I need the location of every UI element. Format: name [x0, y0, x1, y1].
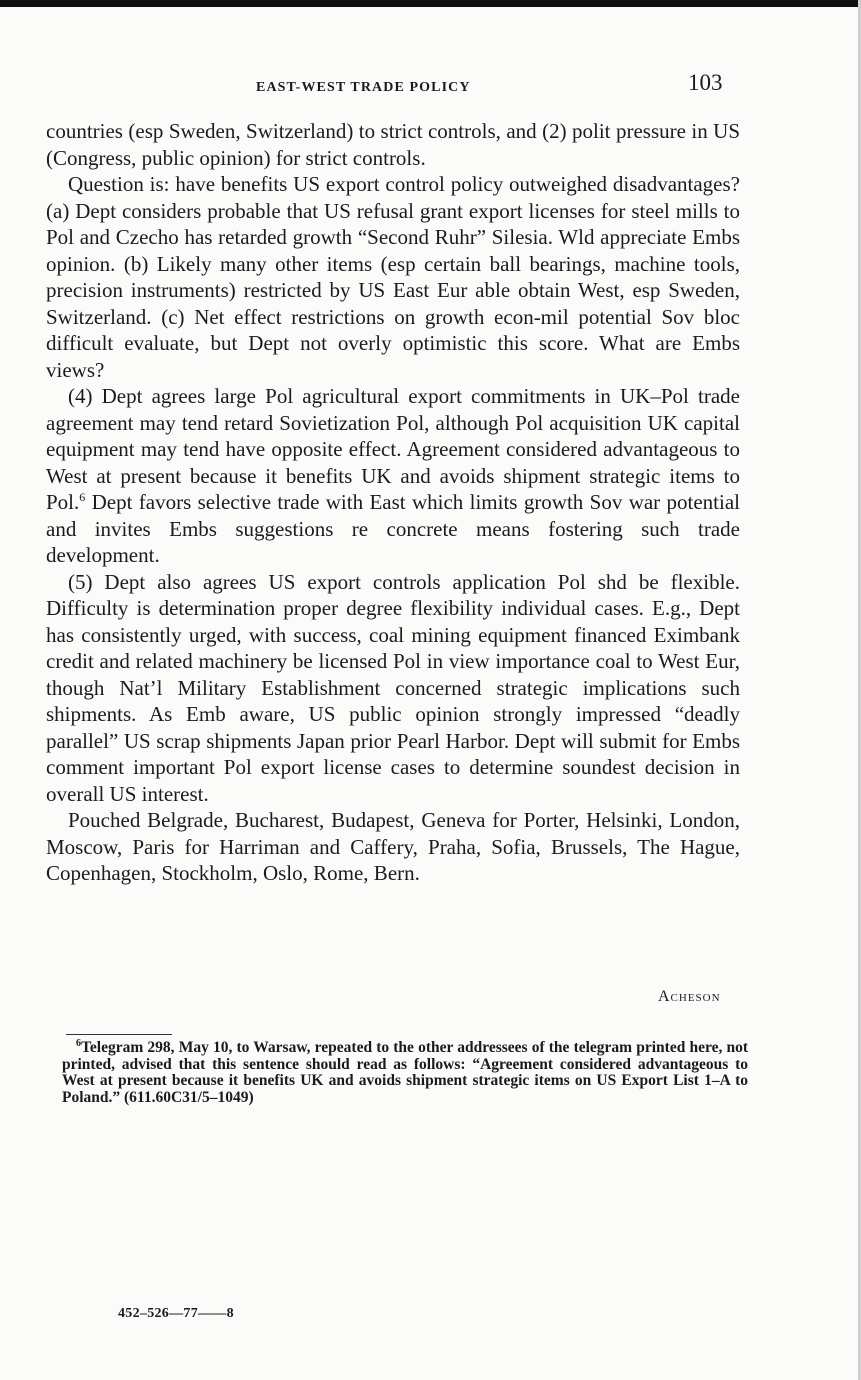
footnote: [62, 1037, 748, 1106]
top-border-rule: [0, 0, 861, 7]
footnote-text: Telegram 298, May 10, to Warsaw, repeated to the other addressees of the telegram printed here, not printed, advised that this sentence should read as follows: “Agreement considered advantageous to West at present because it benefits UK and avoids shipment strategic items on US Export List 1–A to Poland.” (611.60C31/5–1049): [62, 1039, 748, 1106]
running-head: EAST-WEST TRADE POLICY: [256, 80, 471, 95]
footnote-reference: 6: [79, 490, 86, 504]
footnote-rule: [66, 1034, 172, 1035]
paragraph-5: (5) Dept also agrees US export controls application Pol shd be flexible. Difficulty is determination proper degree flexibility individual cases. E.g., Dept has consistently urged, with success, coal mining equipment financed Eximbank credit and related machinery be licensed Pol in view importance coal to West Eur, though Nat’l Military Establishment concerned strategic implications such shipments. As Emb aware, US public opinion strongly impressed “deadly parallel” US scrap shipments Japan prior Pearl Harbor. Dept will submit for Embs comment important Pol export license cases to determine soundest decision in overall US interest.: [46, 569, 740, 806]
paragraph-4: [46, 383, 740, 569]
signature: Acheson: [658, 988, 721, 1005]
print-code: 452–526—77——8: [118, 1306, 234, 1321]
body-text: [46, 118, 740, 887]
paragraph-4-text: (4) Dept agrees large Pol agricultural export commitments in UK–Pol trade agreement may tend retard Sovietization Pol, although Pol acquisition UK capital equipment may tend have opposite effect. Agreement considered advantageous to West at present because it benefits UK and avoids shipment strategic items to Pol.: [46, 384, 740, 514]
footnote-mark: 6: [76, 1037, 81, 1049]
paragraph-4-text-continued: Dept favors selective trade with East which limits growth Sov war potential and invites Embs suggestions re concrete means fostering such trade development.: [46, 490, 740, 567]
page-number: 103: [688, 70, 723, 95]
paragraph-distribution: Pouched Belgrade, Bucharest, Budapest, Geneva for Porter, Helsinki, London, Moscow, Paris for Harriman and Caffery, Praha, Sofia, Brussels, The Hague, Copenhagen, Stockholm, Oslo, Rome, Bern.: [46, 808, 740, 885]
paragraph-continuation: countries (esp Sweden, Switzerland) to strict controls, and (2) polit pressure in US (Congress, public opinion) for strict controls.: [46, 119, 740, 170]
paragraph-question: Question is: have benefits US export control policy outweighed disadvantages? (a) Dept considers probable that US refusal grant export licenses for steel mills to Pol and Czecho has retarded growth “Second Ruhr” Silesia. Wld appreciate Embs opinion. (b) Likely many other items (esp certain ball bearings, machine tools, precision instruments) restricted by US East Eur able obtain West, esp Sweden, Switzerland. (c) Net effect restrictions on growth econ-mil potential Sov bloc difficult evaluate, but Dept not overly optimistic this score. What are Embs views?: [46, 172, 740, 382]
